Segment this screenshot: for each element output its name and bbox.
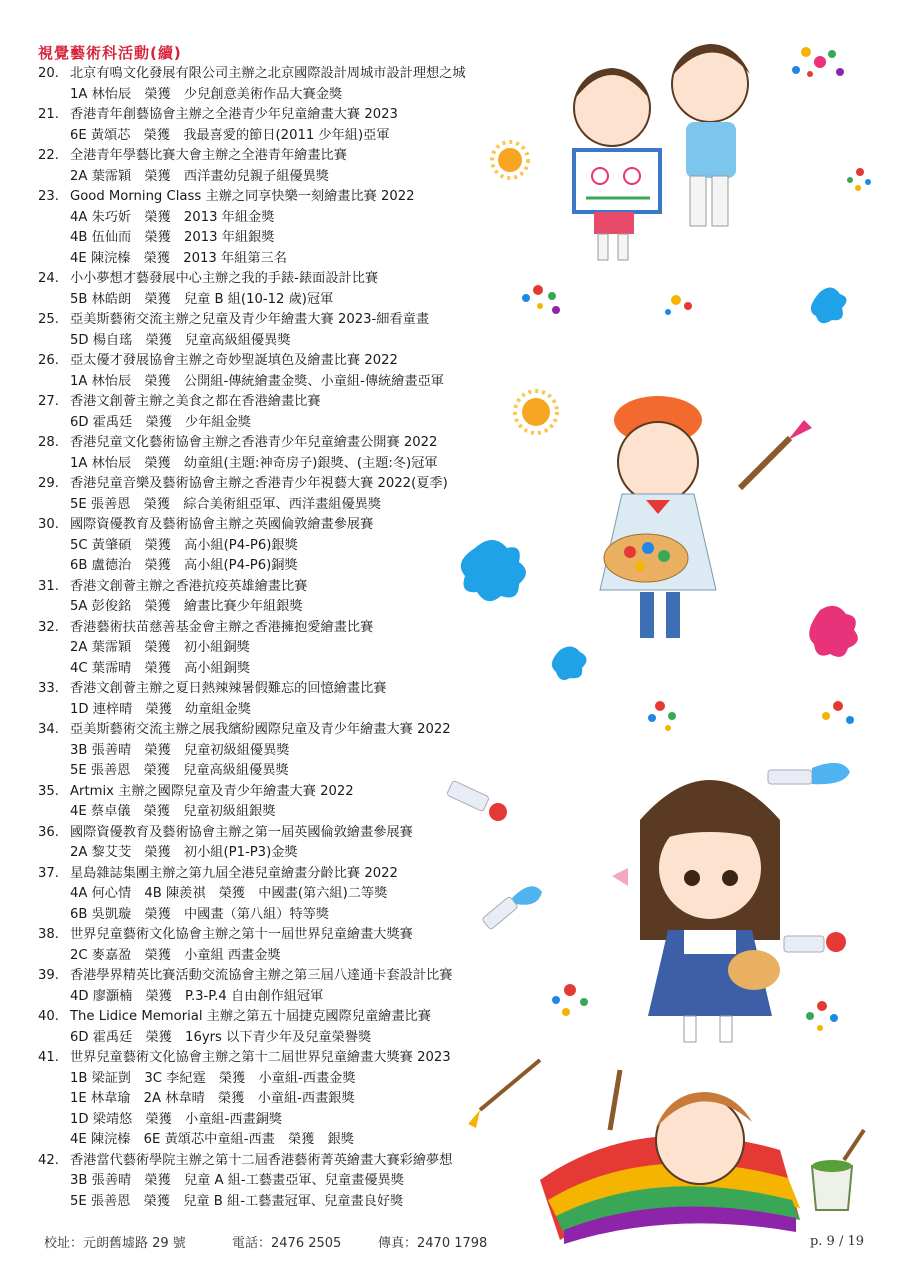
award-line: 1A 林怡辰 榮獲 公開組-傳統繪畫金獎、小童組-傳統繪畫亞軍 [70,373,444,389]
award-entry [38,577,558,598]
award-line: 4D 廖灝楠 榮獲 P.3-P.4 自由創作組冠軍 [70,988,324,1004]
award-entry [38,966,558,987]
entry-number: 42. [38,1152,59,1168]
award-line: 2C 麥嘉盈 榮獲 小童組 西畫金獎 [70,947,281,963]
award-entry [38,720,558,741]
entry-number: 38. [38,927,59,942]
competition-title: Good Morning Class 主辦之同享快樂一刻繪畫比賽 2022 [70,189,415,204]
award-line: 5A 彭俊銘 榮獲 繪畫比賽少年組銀獎 [70,599,303,614]
paint-tube-icon [784,932,846,952]
award-entry [38,1048,558,1069]
award-line: 2A 葉霈穎 榮獲 初小組銅獎 [70,640,250,655]
entry-number: 23. [38,189,59,204]
paint-splash-icon [806,1001,838,1031]
competition-title: 世界兒童藝術文化協會主辦之第十二屆世界兒童繪畫大獎賽 2023 [70,1050,451,1065]
award-line: 1E 林韋瑜 2A 林韋晴 榮獲 小童組-西畫銀獎 [70,1091,355,1106]
award-line: 4E 陳浣榛 榮獲 2013 年組第三名 [70,250,287,266]
award-line: 3B 張善晴 榮獲 兒童 A 組-工藝畫亞軍、兒童畫優異獎 [70,1173,404,1188]
competition-title: 亞美斯藝術交流主辦之展我繽紛國際兒童及青少年繪畫大賽 2022 [70,722,451,737]
competition-title: 國際資優教育及藝術協會主辦之第一屆英國倫敦繪畫參展賽 [70,824,413,840]
footer [44,1232,864,1251]
award-line: 5E 張善恩 榮獲 綜合美術組亞軍、西洋畫組優異獎 [70,496,382,512]
award-line: 1A 林怡辰 榮獲 少兒創意美術作品大賽金獎 [70,86,343,102]
award-entry [38,618,558,639]
competition-title: 國際資優教育及藝術協會主辦之英國倫敦繪畫參展賽 [70,517,374,532]
entry-number: 39. [38,968,59,983]
entry-number: 28. [38,435,59,450]
award-line: 5E 張善恩 榮獲 兒童高級組優異獎 [70,763,289,778]
blue-splash-icon [811,287,847,323]
award-entry [38,351,558,372]
award-line: 4A 何心情 4B 陳羨祺 榮獲 中國畫(第六組)二等獎 [70,886,388,901]
entry-number: 30. [38,517,59,532]
entry-number: 36. [38,824,59,840]
award-line: 5B 林皓朗 榮獲 兒童 B 組(10-12 歲)冠軍 [70,291,334,307]
award-entry [38,146,558,167]
kids-holding-drawing-illustration [574,44,750,260]
award-line: 6B 吳凱璇 榮獲 中國畫（第八組）特等獎 [70,906,330,922]
entry-number: 21. [38,107,59,122]
section-title: 視覺藝術科活動(續) [38,44,182,62]
competition-title: 北京有鳴文化發展有限公司主辦之北京國際設計周城市設計理想之城 [70,66,466,81]
award-line: 1A 林怡辰 榮獲 幼童組(主題:神奇房子)銀獎、(主題:冬)冠軍 [70,455,438,471]
competition-title: 香港當代藝術學院主辦之第十二屆香港藝術菁英繪畫大賽彩繪夢想 [70,1152,453,1168]
competition-title: 星島雜誌集團主辦之第九屆全港兒童繪畫分齡比賽 2022 [70,865,398,881]
award-entry [38,823,558,844]
school-phone: 電話：2476 2505 [232,1236,342,1251]
competition-title: 香港兒童音樂及藝術協會主辦之香港青少年視藝大賽 2022(夏季) [70,476,448,491]
entry-number: 37. [38,865,59,881]
award-line: 2A 葉霈穎 榮獲 西洋畫幼兒親子組優異獎 [70,168,329,184]
girl-with-palette-illustration [612,780,780,1042]
school-address: 校址：元朗舊墟路 29 號 [44,1236,186,1251]
competition-title: 世界兒童藝術文化協會主辦之第十一屆世界兒童繪畫大獎賽 [70,927,413,942]
award-entry [38,515,558,536]
award-line: 4E 陳浣榛 6E 黃頌芯中童組-西畫 榮獲 銀獎 [70,1132,354,1147]
competition-title: 小小夢想才藝發展中心主辦之我的手錶-錶面設計比賽 [70,271,379,286]
competition-title: Artmix 主辦之國際兒童及青少年繪畫大賽 2022 [70,783,354,799]
paint-splash-icon [648,701,676,731]
paint-splash-icon [847,168,871,191]
entry-number: 26. [38,353,59,368]
award-entry [38,433,558,454]
paint-splash-icon [665,295,692,315]
paint-splash-icon [792,47,844,77]
award-line: 1D 連梓晴 榮獲 幼童組金獎 [70,701,251,717]
award-entry [38,474,558,495]
award-line: 5C 黃肇碩 榮獲 高小組(P4-P6)銀獎 [70,537,298,553]
competition-title: 香港兒童文化藝術協會主辦之香港青少年兒童繪畫公開賽 2022 [70,435,438,450]
award-line: 4A 朱巧妡 榮獲 2013 年組金獎 [70,209,275,225]
school-fax: 傳真：2470 1798 [378,1236,488,1251]
award-line: 6E 黃頌芯 榮獲 我最喜愛的節日(2011 少年組)亞軍 [70,127,390,143]
entry-number: 25. [38,312,59,327]
competition-title: The Lidice Memorial 主辦之第五十屆捷克國際兒童繪畫比賽 [70,1009,431,1024]
award-line: 4E 蔡卓儀 榮獲 兒童初級組銀獎 [70,804,276,819]
entry-number: 27. [38,394,59,409]
entry-number: 41. [38,1050,59,1065]
award-line: 3B 張善晴 榮獲 兒童初級組優異獎 [70,742,290,758]
entry-number: 29. [38,476,59,491]
entry-number: 40. [38,1009,59,1024]
award-entry [38,864,558,885]
entry-number: 34. [38,722,59,737]
award-entry [38,392,558,413]
competition-title: 香港青年創藝協會主辦之全港青少年兒童繪畫大賽 2023 [70,107,398,122]
award-entry [38,1151,558,1172]
award-line: 1D 梁靖悠 榮獲 小童組-西畫銅獎 [70,1111,283,1127]
award-line: 1B 梁証剴 3C 李紀霆 榮獲 小童組-西畫金獎 [70,1070,356,1086]
competition-title: 香港文創薈主辦之夏日熱辣辣暑假難忘的回憶繪畫比賽 [70,681,387,696]
award-list [38,64,558,1212]
award-entry [38,1007,558,1028]
award-line: 2A 黎艾芠 榮獲 初小組(P1-P3)金獎 [70,845,298,860]
award-line: 4B 伍仙而 榮獲 2013 年組銀獎 [70,230,275,245]
painter-boy-illustration [600,396,812,638]
award-entry [38,187,558,208]
award-line: 4C 葉霈晴 榮獲 高小組銅獎 [70,660,251,676]
competition-title: 亞美斯藝術交流主辦之兒童及青少年繪畫大賽 2023-細看童畫 [70,312,430,327]
award-entry [38,782,558,803]
award-entry [38,310,558,331]
entry-number: 24. [38,271,59,286]
competition-title: 香港文創薈主辦之美食之都在香港繪畫比賽 [70,394,321,409]
entry-number: 22. [38,148,59,163]
award-line: 6B 盧德治 榮獲 高小組(P4-P6)銅獎 [70,558,298,573]
entry-number: 31. [38,578,59,594]
paint-tube-icon [768,763,850,784]
award-line: 6D 霍禹廷 榮獲 16yrs 以下青少年及兒童榮譽獎 [70,1029,372,1045]
pink-splash-icon [809,606,858,657]
entry-number: 33. [38,681,59,696]
competition-title: 香港文創薈主辦之香港抗疫英雄繪畫比賽 [70,578,308,594]
paint-bucket-icon [812,1130,864,1210]
competition-title: 亞太優才發展協會主辦之奇妙聖誕填色及繪畫比賽 2022 [70,353,398,368]
award-entry [38,105,558,126]
award-line: 6D 霍禹廷 榮獲 少年組金獎 [70,414,251,430]
entry-number: 20. [38,66,59,81]
award-entry [38,679,558,700]
entry-number: 32. [38,619,59,635]
paint-splash-icon [822,701,854,724]
competition-title: 香港學界精英比賽活動交流協會主辦之第三屆八達通卡套設計比賽 [70,968,453,983]
competition-title: 香港藝術扶苗慈善基金會主辦之香港擁抱愛繪畫比賽 [70,619,374,635]
competition-title: 全港青年學藝比賽大會主辦之全港青年繪畫比賽 [70,148,347,163]
page-number: p. 9 / 19 [809,1234,864,1249]
award-line: 5E 張善恩 榮獲 兒童 B 組-工藝畫冠軍、兒童畫良好獎 [70,1193,404,1209]
award-line: 5D 楊自瑤 榮獲 兒童高級組優異獎 [70,332,291,348]
award-entry [38,64,558,85]
award-entry [38,925,558,946]
entry-number: 35. [38,783,59,799]
award-entry [38,269,558,290]
